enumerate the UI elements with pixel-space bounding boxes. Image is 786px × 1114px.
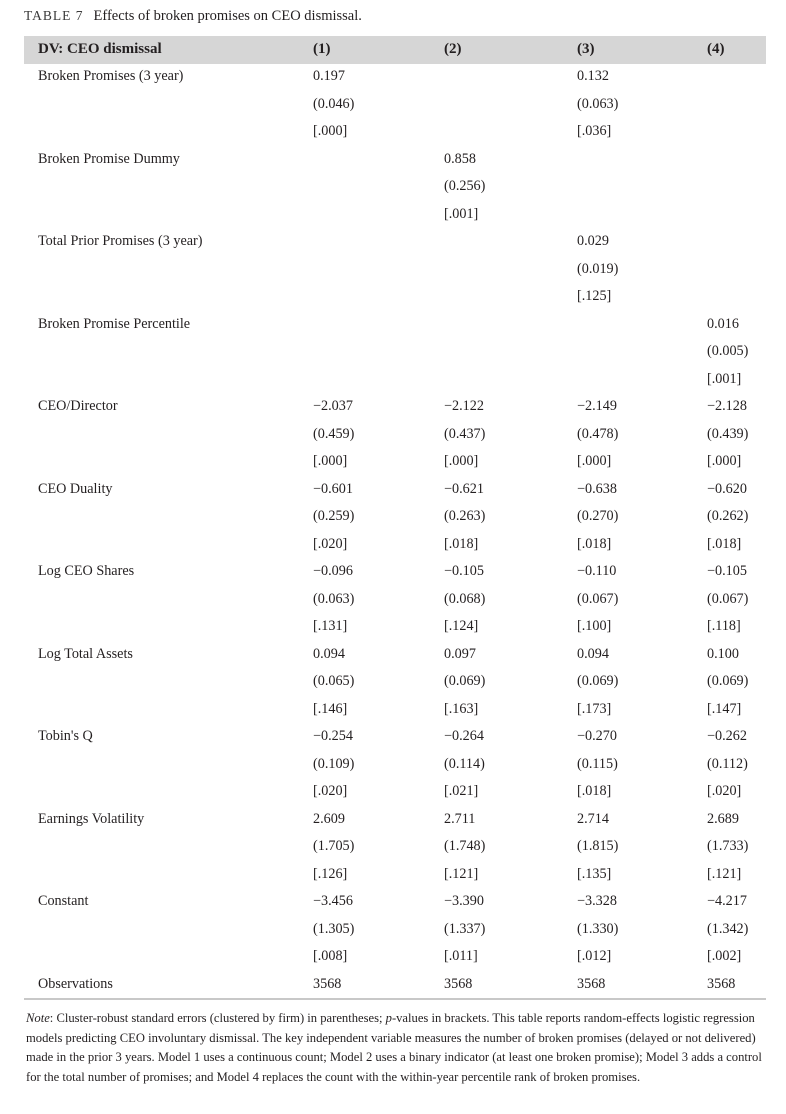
coefficient-cell: −0.638 <box>577 480 617 497</box>
p-value-cell: [.000] <box>313 123 348 139</box>
p-value-cell: [.011] <box>444 948 478 964</box>
std-error-cell: (0.046) <box>313 95 355 112</box>
std-error-cell: (0.262) <box>707 508 749 524</box>
table-row <box>24 147 766 175</box>
p-value-cell: [.173] <box>577 700 612 717</box>
table-row <box>24 174 766 202</box>
table-row <box>24 779 766 807</box>
col-header-3: (3) <box>577 41 595 57</box>
p-value-cell: [.118] <box>707 618 741 634</box>
note-text-2: -values in brackets. This table reports random-effects logistic regression models predicting CEO involuntary dismissal. The key independent variable measures the number of broken promises (delayed or not delivered) made in the prior 3 years. Model 1 uses a continuous count; Model 2 uses a binary indicator (at least one broken promise); Model 3 adds a control for the total number of promises; and Model 4 replaces the count with the within-year percentile rank of broken promises. <box>26 1011 762 1084</box>
row-label: CEO Duality <box>38 480 113 497</box>
std-error-cell: (0.109) <box>313 755 355 772</box>
p-value-cell: [.121] <box>707 865 742 882</box>
coefficient-cell: −0.110 <box>577 563 617 579</box>
p-value-cell: [.163] <box>444 700 479 717</box>
observations-cell: 3568 <box>313 975 342 992</box>
std-error-cell: (0.069) <box>444 673 486 689</box>
std-error-cell: (1.815) <box>577 838 619 854</box>
col-header-1: (1) <box>313 41 331 57</box>
coefficient-cell: −2.149 <box>577 398 617 414</box>
std-error-cell: (0.069) <box>707 673 749 689</box>
p-value-cell: [.000] <box>707 453 742 469</box>
std-error-cell: (1.337) <box>444 920 486 937</box>
p-value-cell: [.124] <box>444 618 479 634</box>
table-row <box>24 339 766 367</box>
coefficient-cell: −0.264 <box>444 728 484 744</box>
std-error-cell: (0.065) <box>313 673 355 689</box>
table-row <box>24 752 766 780</box>
table-header <box>24 36 766 64</box>
table-row <box>24 559 766 587</box>
coefficient-cell: 0.132 <box>577 68 609 84</box>
table-row <box>24 807 766 835</box>
std-error-cell: (0.263) <box>444 508 486 524</box>
std-error-cell: (0.437) <box>444 425 486 442</box>
observations-cell: 3568 <box>577 975 606 992</box>
std-error-cell: (0.259) <box>313 508 355 524</box>
dv-label: DV: CEO dismissal <box>38 41 162 57</box>
p-value-cell: [.000] <box>313 453 348 469</box>
table-row <box>24 917 766 945</box>
table-row <box>24 614 766 642</box>
std-error-cell: (1.733) <box>707 838 749 854</box>
std-error-cell: (0.439) <box>707 425 749 442</box>
table-row <box>24 449 766 477</box>
p-value-cell: [.018] <box>707 535 742 552</box>
coefficient-cell: −0.601 <box>313 480 353 497</box>
std-error-cell: (0.005) <box>707 343 749 359</box>
table-title: Effects of broken promises on CEO dismissal. <box>93 8 362 24</box>
regression-table <box>24 36 766 999</box>
row-label: Broken Promise Percentile <box>38 315 191 332</box>
coefficient-cell: 0.197 <box>313 68 345 84</box>
table-row <box>24 889 766 917</box>
std-error-cell: (0.114) <box>444 755 485 772</box>
coefficient-cell: 0.094 <box>313 645 345 662</box>
table-row <box>24 862 766 890</box>
p-value-cell: [.001] <box>707 370 742 387</box>
coefficient-cell: 2.609 <box>313 810 345 827</box>
p-value-cell: [.146] <box>313 700 348 717</box>
p-value-cell: [.001] <box>444 205 479 222</box>
table-row <box>24 504 766 532</box>
coefficient-cell: 0.029 <box>577 233 609 249</box>
coefficient-cell: −0.620 <box>707 480 747 497</box>
row-label: CEO/Director <box>38 398 118 414</box>
row-label: Log Total Assets <box>38 645 133 662</box>
table-row <box>24 367 766 395</box>
row-label: Broken Promises (3 year) <box>38 68 184 84</box>
coefficient-cell: 2.711 <box>444 810 476 827</box>
table-row <box>24 944 766 972</box>
std-error-cell: (0.478) <box>577 425 619 442</box>
std-error-cell: (0.067) <box>707 590 749 607</box>
note-lead: Note <box>26 1011 50 1025</box>
table-row <box>24 119 766 147</box>
p-value-cell: [.100] <box>577 618 612 634</box>
std-error-cell: (0.256) <box>444 178 486 194</box>
table-row <box>24 642 766 670</box>
table-row <box>24 834 766 862</box>
table-body <box>24 64 766 999</box>
coefficient-cell: −2.122 <box>444 398 484 414</box>
coefficient-cell: −2.128 <box>707 398 747 414</box>
table-row <box>24 257 766 285</box>
table-note <box>26 1009 766 1087</box>
p-value-cell: [.036] <box>577 123 612 139</box>
p-value-cell: [.012] <box>577 948 612 964</box>
std-error-cell: (0.112) <box>707 755 748 772</box>
table-row <box>24 697 766 725</box>
coefficient-cell: 0.097 <box>444 645 476 662</box>
coefficient-cell: 0.016 <box>707 315 739 332</box>
p-value-cell: [.021] <box>444 783 479 799</box>
table-row <box>24 422 766 450</box>
std-error-cell: (1.342) <box>707 920 749 937</box>
col-header-2: (2) <box>444 41 462 57</box>
p-value-cell: [.147] <box>707 700 742 717</box>
std-error-cell: (0.063) <box>577 95 619 112</box>
coefficient-cell: 2.714 <box>577 810 609 827</box>
p-value-cell: [.018] <box>577 535 612 552</box>
std-error-cell: (1.305) <box>313 920 355 937</box>
std-error-cell: (0.068) <box>444 590 486 607</box>
coefficient-cell: −0.105 <box>444 563 484 579</box>
std-error-cell: (0.115) <box>577 755 618 772</box>
row-label: Tobin's Q <box>38 728 93 744</box>
observations-cell: 3568 <box>707 975 736 992</box>
row-label: Observations <box>38 975 113 992</box>
std-error-cell: (1.705) <box>313 838 355 854</box>
coefficient-cell: −0.621 <box>444 480 484 497</box>
coefficient-cell: −0.262 <box>707 728 747 744</box>
col-header-4: (4) <box>707 41 725 57</box>
table-row <box>24 477 766 505</box>
table-row <box>24 64 766 92</box>
coefficient-cell: 0.094 <box>577 645 609 662</box>
table-row <box>24 587 766 615</box>
table-row <box>24 229 766 257</box>
coefficient-cell: −3.456 <box>313 893 353 909</box>
std-error-cell: (0.270) <box>577 508 619 524</box>
p-value-cell: [.020] <box>313 783 348 799</box>
p-value-cell: [.020] <box>313 535 348 552</box>
p-value-cell: [.018] <box>577 783 612 799</box>
p-value-cell: [.000] <box>577 453 612 469</box>
row-label: Log CEO Shares <box>38 563 135 579</box>
p-value-cell: [.131] <box>313 618 348 634</box>
p-value-cell: [.121] <box>444 865 479 882</box>
std-error-cell: (1.330) <box>577 920 619 937</box>
row-label: Total Prior Promises (3 year) <box>38 233 203 249</box>
p-value-cell: [.126] <box>313 865 348 882</box>
std-error-cell: (0.019) <box>577 260 619 277</box>
coefficient-cell: −4.217 <box>707 893 747 909</box>
table-row <box>24 669 766 697</box>
coefficient-cell: 2.689 <box>707 810 739 827</box>
p-value-cell: [.000] <box>444 453 479 469</box>
table-row <box>24 724 766 752</box>
coefficient-cell: −3.390 <box>444 893 484 909</box>
std-error-cell: (1.748) <box>444 838 486 854</box>
table-number: TABLE 7 <box>24 8 84 23</box>
coefficient-cell: −3.328 <box>577 893 617 909</box>
note-text-1: : Cluster-robust standard errors (clustered by firm) in parentheses; <box>49 1011 386 1025</box>
table-row <box>24 284 766 312</box>
observations-cell: 3568 <box>444 975 473 992</box>
table-row <box>24 532 766 560</box>
coefficient-cell: −2.037 <box>313 398 353 414</box>
std-error-cell: (0.069) <box>577 673 619 689</box>
std-error-cell: (0.067) <box>577 590 619 607</box>
p-value-cell: [.125] <box>577 288 612 304</box>
p-value-cell: [.002] <box>707 948 742 964</box>
note-p: p <box>385 1011 392 1025</box>
table-row <box>24 394 766 422</box>
row-label: Earnings Volatility <box>38 810 145 827</box>
std-error-cell: (0.459) <box>313 425 355 442</box>
p-value-cell: [.018] <box>444 535 479 552</box>
row-label: Constant <box>38 893 89 909</box>
std-error-cell: (0.063) <box>313 590 355 607</box>
table-row <box>24 312 766 340</box>
coefficient-cell: −0.254 <box>313 728 353 744</box>
coefficient-cell: 0.858 <box>444 150 476 167</box>
coefficient-cell: −0.270 <box>577 728 617 744</box>
p-value-cell: [.008] <box>313 948 348 964</box>
p-value-cell: [.135] <box>577 865 612 882</box>
row-label: Broken Promise Dummy <box>38 150 180 167</box>
observations-row <box>24 972 766 1000</box>
coefficient-cell: −0.096 <box>313 563 353 579</box>
table-row <box>24 202 766 230</box>
table-bottom-rule <box>24 998 766 1000</box>
p-value-cell: [.020] <box>707 783 742 799</box>
coefficient-cell: 0.100 <box>707 645 739 662</box>
coefficient-cell: −0.105 <box>707 563 747 579</box>
table-row <box>24 92 766 120</box>
table-caption <box>24 8 362 25</box>
